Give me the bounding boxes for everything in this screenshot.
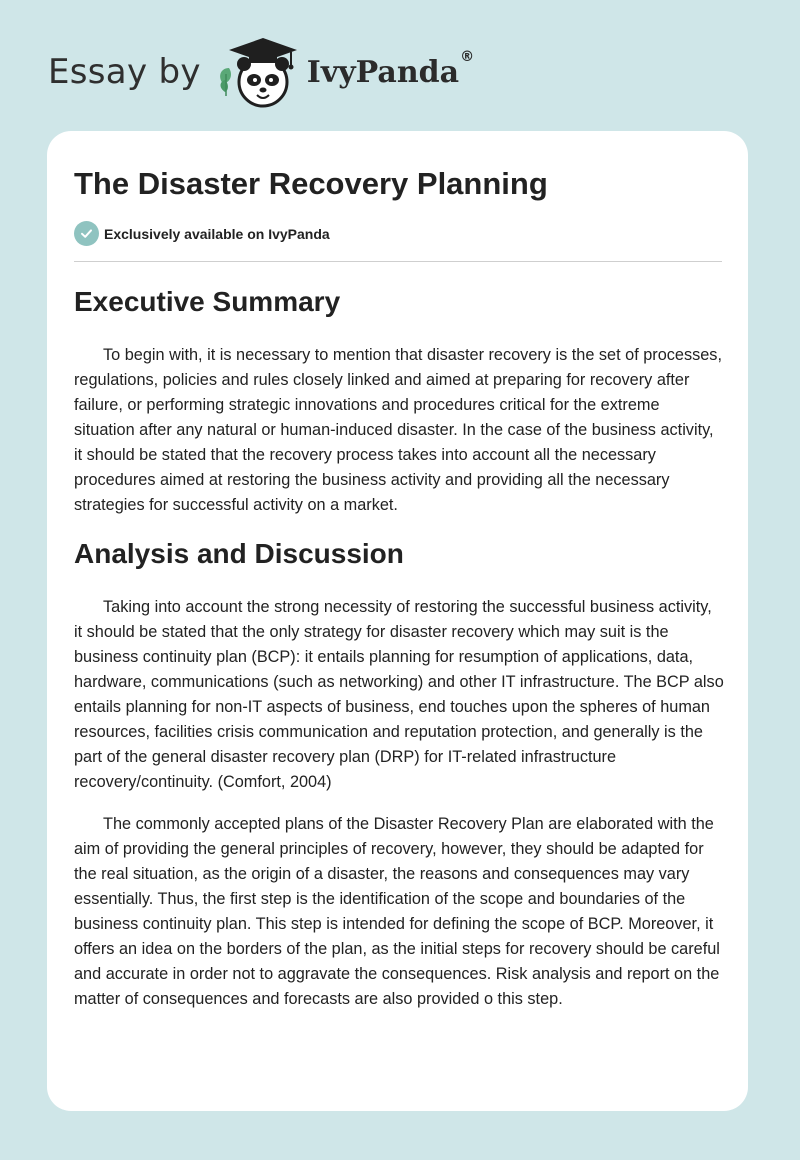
- essay-title: The Disaster Recovery Planning: [74, 166, 548, 201]
- essay-by-label: Essay by: [48, 52, 201, 92]
- registered-mark: ®: [460, 48, 475, 65]
- paragraph: The commonly accepted plans of the Disaster Recovery Plan are elaborated with the aim of providing the general principles of recovery, however, they should be adapted for the real situation, as the origin of a disaster, the reasons and consequences may vary essentially. Thus, the first step is the identification of the scope and boundaries of the business continuity plan. This step is intended for defining the scope of BCP. Moreover, it offers an idea on the borders of the plan, as the initial steps for recovery should be careful and accurate in order not to aggravate the consequences. Risk analysis and report on the matter of consequences and forecasts are also provided o this step.: [74, 815, 720, 1008]
- essay-card: [47, 131, 748, 1111]
- ivypanda-brand-name[interactable]: IvyPanda®: [306, 48, 475, 90]
- site-header: [48, 36, 474, 108]
- paragraph: To begin with, it is necessary to mention that disaster recovery is the set of processes, regulations, policies and rules closely linked and aimed at preparing for recovery after failure, or performing strategic innovations and procedures critical for the extreme situation after any natural or human-induced disaster. In the case of the business activity, it should be stated that the recovery process takes into account all the necessary procedures aimed at restoring the business activity and providing all the necessary strategies for successful activity on a market.: [74, 346, 722, 514]
- section-heading-executive-summary: Executive Summary: [74, 286, 341, 317]
- exclusive-text: Exclusively available on IvyPanda: [104, 225, 330, 242]
- exclusive-badge: [74, 221, 330, 246]
- check-circle-icon: [74, 221, 99, 246]
- panda-graduation-cap-logo-icon[interactable]: [213, 34, 305, 110]
- section-heading-analysis-and-discussion: Analysis and Discussion: [74, 538, 404, 569]
- paragraph: Taking into account the strong necessity of restoring the successful business activity, it should be stated that the only strategy for disaster recovery which may suit is the business continuity plan (BCP): it entails planning for resumption of applications, data, hardware, communications (such as networking) and other IT infrastructure. The BCP also entails planning for non-IT aspects of business, end touches upon the spheres of human resources, facilities crisis communication and reputation protection, and generally is the part of the general disaster recovery plan (DRP) for IT-related infrastructure recovery/continuity. (Comfort, 2004): [74, 598, 724, 791]
- divider: [74, 261, 722, 262]
